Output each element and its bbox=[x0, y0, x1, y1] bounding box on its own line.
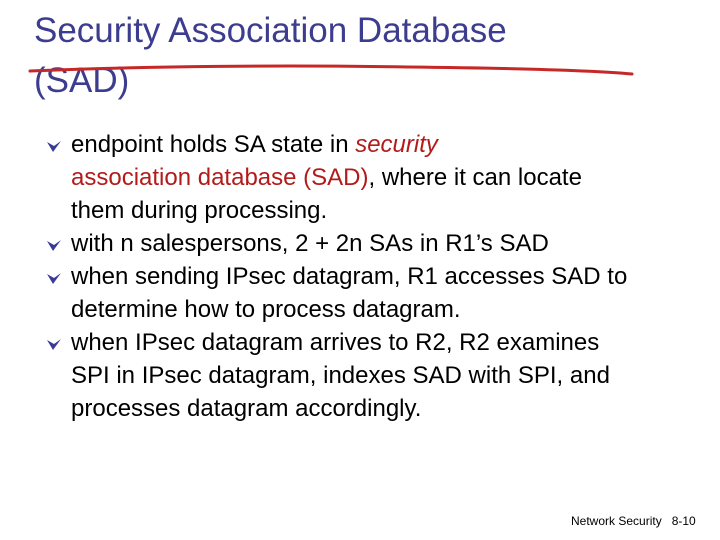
footer-label: Network Security bbox=[571, 514, 662, 528]
bullet-emphasis-italic: security bbox=[355, 131, 438, 158]
checkmark-bullet-icon bbox=[47, 339, 61, 351]
slide-title bbox=[34, 6, 634, 106]
checkmark-bullet-icon bbox=[47, 240, 61, 252]
checkmark-bullet-icon bbox=[47, 273, 61, 285]
slide-footer bbox=[571, 513, 696, 529]
bullet-text: with n salespersons, 2 + 2n SAs in R1’s SAD bbox=[71, 230, 549, 257]
slide-title-line1: Security Association Database bbox=[34, 11, 507, 50]
bullet-item bbox=[0, 128, 641, 227]
bullet-text-before: endpoint holds SA state in bbox=[71, 131, 356, 158]
bullet-text: when sending IPsec datagram, R1 accesses SAD to determine how to process datagram. bbox=[71, 263, 628, 323]
bullet-item bbox=[0, 260, 641, 326]
bullet-list bbox=[0, 128, 720, 425]
bullet-emphasis: association database (SAD) bbox=[71, 164, 369, 191]
bullet-item bbox=[0, 227, 641, 260]
slide-title-line2: (SAD) bbox=[34, 61, 130, 100]
bullet-text: when IPsec datagram arrives to R2, R2 examines SPI in IPsec datagram, indexes SAD with SPI, and processes datagram accordingly. bbox=[71, 329, 610, 422]
bullet-text-after: , where it can locate them during processing. bbox=[71, 164, 582, 224]
checkmark-bullet-icon bbox=[47, 141, 61, 153]
page-number: 8-10 bbox=[671, 514, 696, 528]
title-underline bbox=[28, 62, 638, 82]
bullet-item bbox=[0, 326, 641, 425]
